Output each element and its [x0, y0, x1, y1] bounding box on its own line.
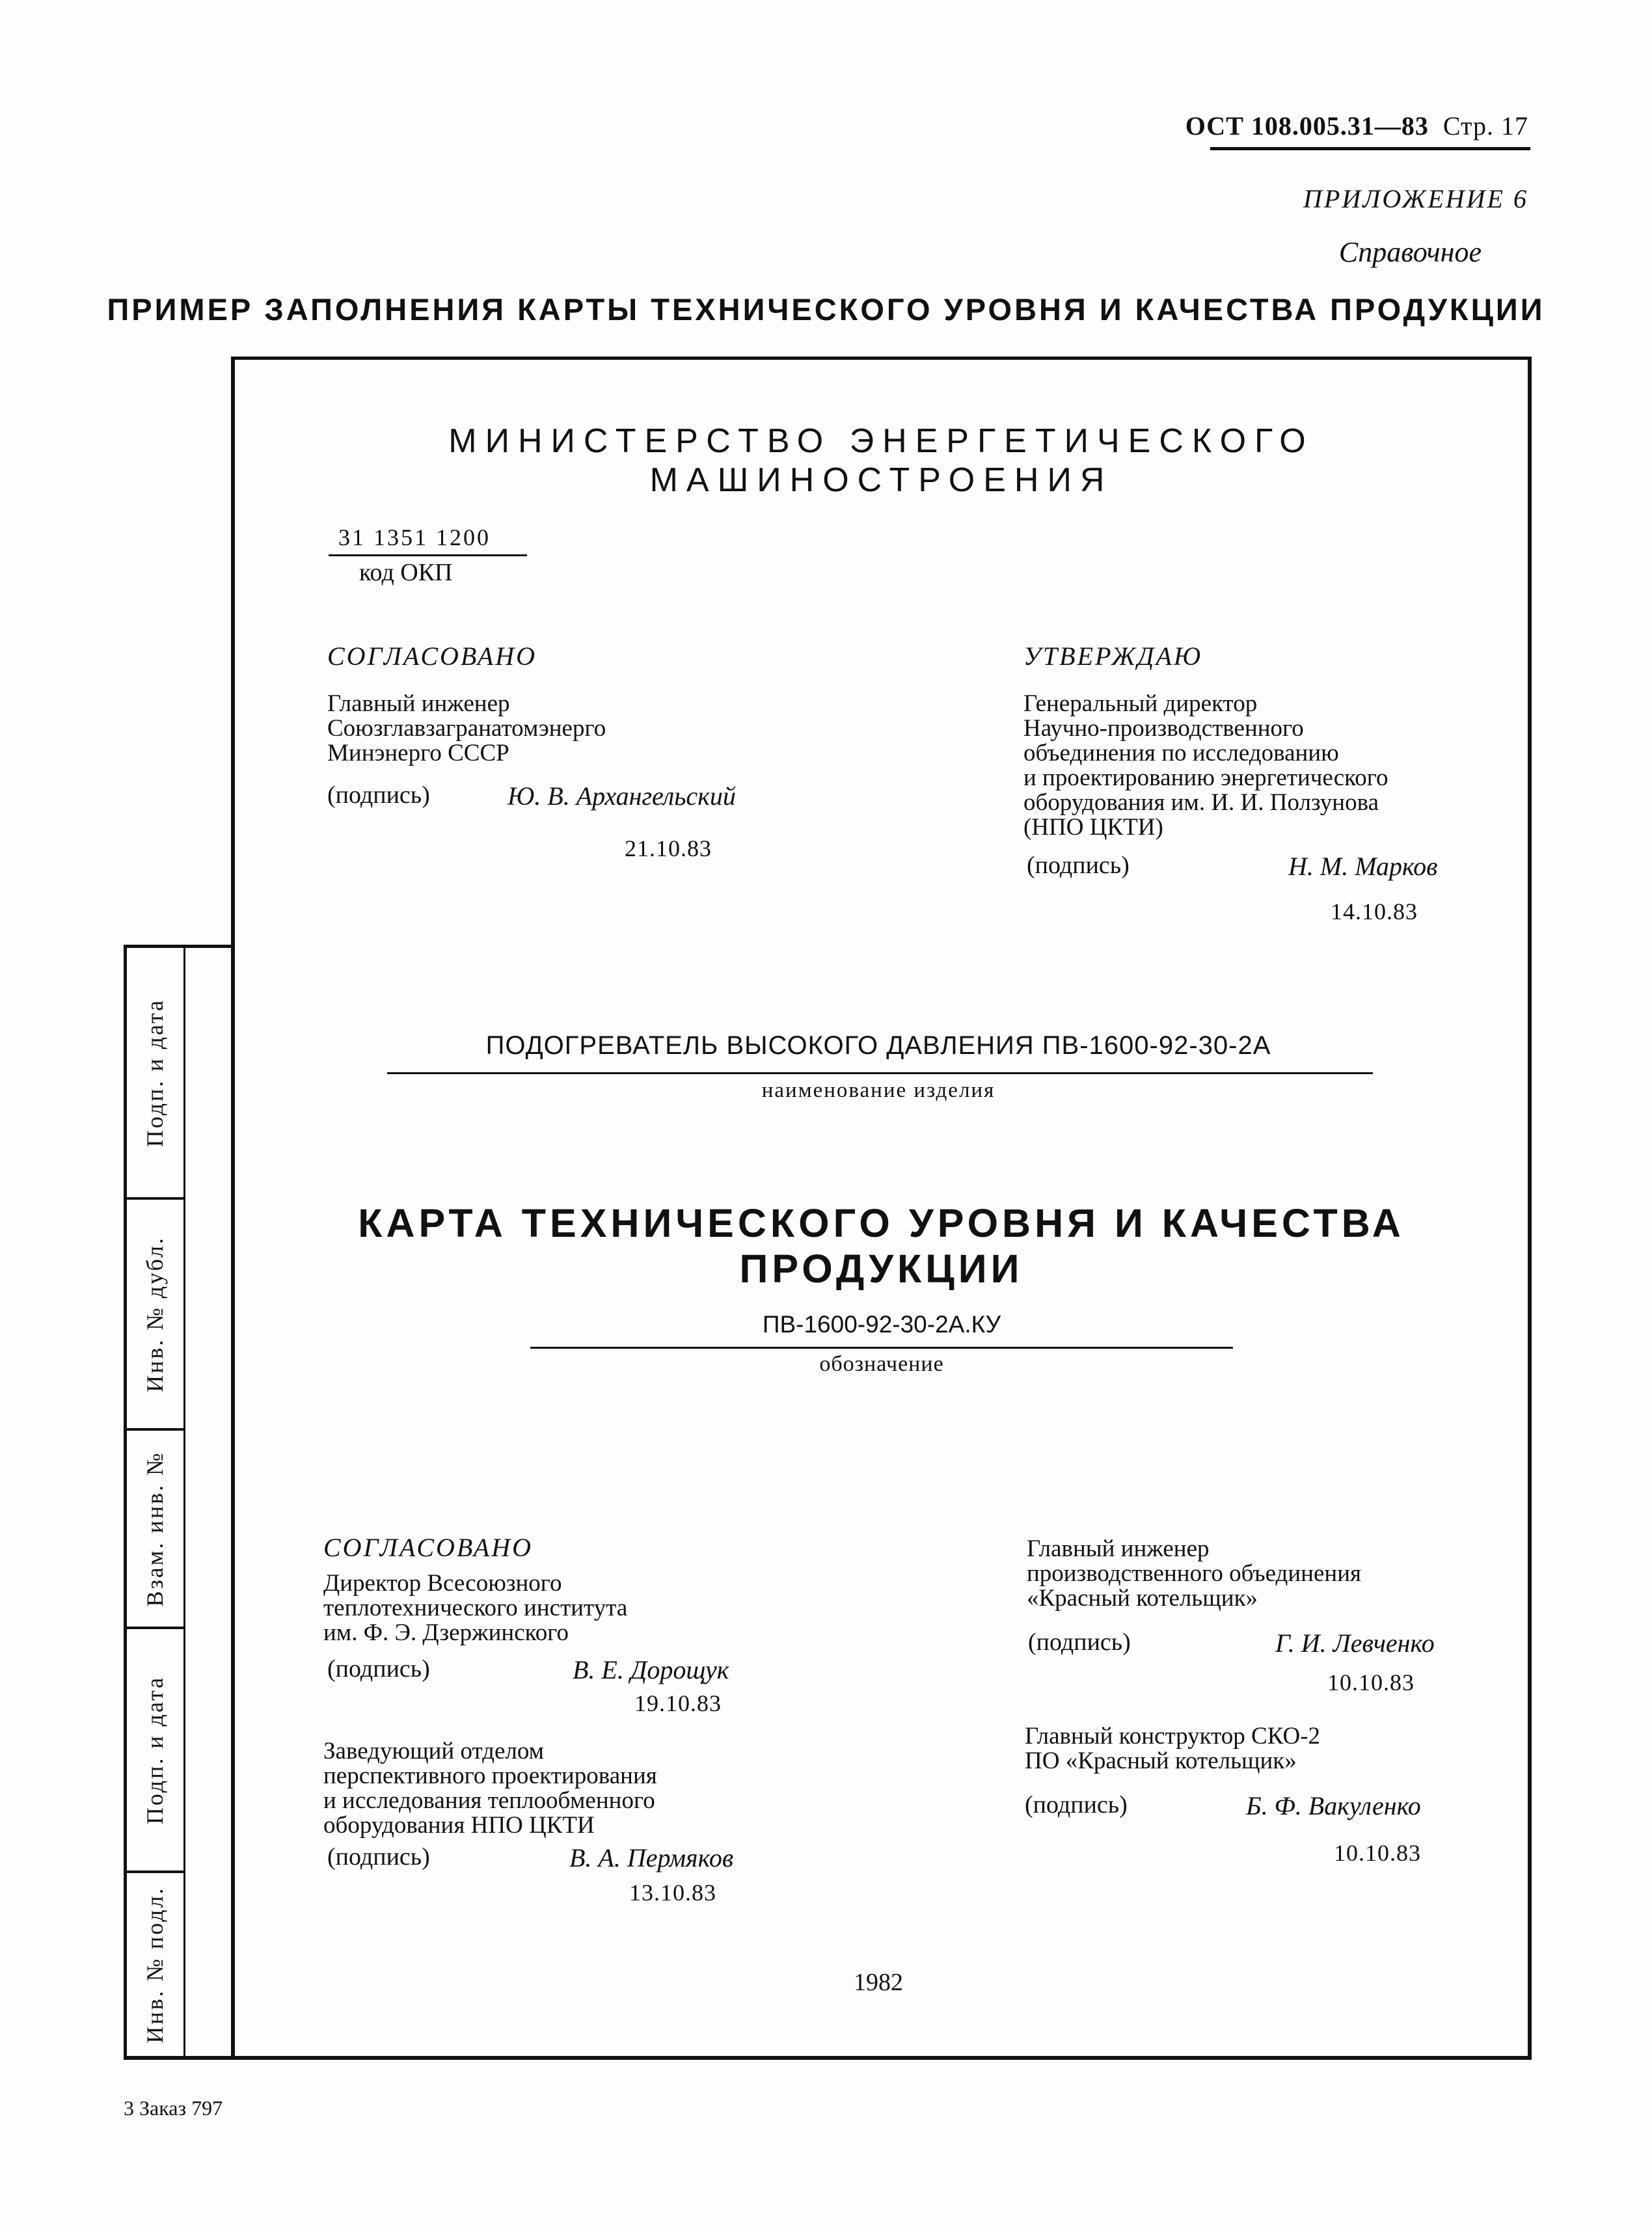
side-stamp-label: Взам. инв. №: [141, 1451, 168, 1606]
signature-date: 21.10.83: [625, 835, 712, 861]
okp-code-label: код ОКП: [359, 559, 453, 586]
signature-label: (подпись): [1027, 852, 1130, 879]
page-number: Стр. 17: [1442, 111, 1528, 141]
side-stamp-cell: [124, 1873, 185, 2056]
signer-name: Н. М. Марков: [1288, 852, 1438, 881]
signer-name: Г. И. Левченко: [1275, 1628, 1435, 1658]
signature-date: 13.10.83: [629, 1880, 716, 1906]
ministry-name: МИНИСТЕРСТВО ЭНЕРГЕТИЧЕСКОГО МАШИНОСТРОЕНИЯ: [448, 422, 1314, 499]
card-title: КАРТА ТЕХНИЧЕСКОГО УРОВНЯ И КАЧЕСТВА ПРОДУКЦИИ: [358, 1201, 1405, 1291]
signatory-position: Главный инженер производственного объединения «Красный котельщик»: [1027, 1535, 1362, 1612]
side-stamp-cell: [124, 948, 185, 1197]
side-stamp-cell: [124, 1200, 185, 1428]
standard-code: ОСТ 108.005.31—83: [1185, 111, 1429, 141]
signature-label: (подпись): [1025, 1791, 1128, 1818]
page-title: ПРИМЕР ЗАПОЛНЕНИЯ КАРТЫ ТЕХНИЧЕСКОГО УРОВНЯ И КАЧЕСТВА ПРОДУКЦИИ: [107, 292, 1545, 327]
signature-label: (подпись): [327, 1843, 430, 1871]
header-underline: [1210, 147, 1530, 150]
product-name-rule: [387, 1072, 1373, 1074]
signature-label: (подпись): [327, 781, 430, 809]
signer-name: Ю. В. Архангельский: [508, 781, 736, 811]
side-stamp-label: Инв. № дубл.: [141, 1236, 168, 1392]
agreed-bottom-heading: СОГЛАСОВАНО: [323, 1533, 534, 1562]
standard-reference: [1185, 111, 1528, 141]
signatory-position: Заведующий отделом перспективного проектирования и исследования теплообменного оборудования НПО ЦКТИ: [323, 1738, 657, 1839]
signatory-position: Главный конструктор СКО-2 ПО «Красный котельщик»: [1025, 1723, 1321, 1774]
side-stamp-label: Подп. и дата: [141, 998, 168, 1147]
signer-name: Б. Ф. Вакуленко: [1246, 1791, 1421, 1820]
signature-date: 10.10.83: [1327, 1669, 1415, 1695]
signatory-position: Директор Всесоюзного теплотехнического института им. Ф. Э. Дзержинского: [323, 1570, 628, 1646]
okp-code-rule: [329, 554, 527, 556]
print-order-mark: 3 Заказ 797: [124, 2096, 223, 2120]
okp-code: 31 1351 1200: [338, 524, 491, 550]
designation-rule: [530, 1347, 1233, 1349]
form-frame-top: [231, 357, 1532, 360]
product-name: ПОДОГРЕВАТЕЛЬ ВЫСОКОГО ДАВЛЕНИЯ ПВ-1600-92-30-2А: [485, 1031, 1271, 1060]
signer-name: В. А. Пермяков: [569, 1843, 734, 1872]
appendix-label: ПРИЛОЖЕНИЕ 6: [1303, 184, 1528, 213]
signature-label: (подпись): [1028, 1628, 1131, 1656]
side-stamp-cell: [124, 1431, 185, 1627]
product-name-caption: наименование изделия: [761, 1079, 995, 1102]
signature-label: (подпись): [327, 1655, 430, 1682]
side-stamp-label: Подп. и дата: [141, 1675, 168, 1824]
approved-heading: УТВЕРЖДАЮ: [1023, 642, 1203, 671]
signature-date: 14.10.83: [1331, 898, 1418, 925]
signature-date: 19.10.83: [634, 1690, 722, 1716]
designation-value: ПВ-1600-92-30-2А.КУ: [762, 1311, 1001, 1338]
approved-position: Генеральный директор Научно-производственного объединения по исследованию и проектированию энергетического оборудования им. И. И. Ползунова (НПО ЦКТИ): [1023, 690, 1388, 841]
designation-caption: обозначение: [819, 1352, 944, 1376]
side-stamp-label: Инв. № подл.: [141, 1885, 168, 2044]
form-year: 1982: [854, 1969, 903, 1996]
signer-name: В. Е. Дорощук: [573, 1655, 729, 1684]
form-frame-bottom: [124, 2056, 1532, 2060]
agreed-position: Главный инженер Союзглавзагранатомэнерго Минэнерго СССР: [327, 690, 606, 766]
signature-date: 10.10.83: [1334, 1840, 1421, 1866]
agreed-heading: СОГЛАСОВАНО: [327, 642, 537, 671]
appendix-type: Справочное: [1338, 236, 1482, 268]
side-stamp-cell: [124, 1629, 185, 1871]
